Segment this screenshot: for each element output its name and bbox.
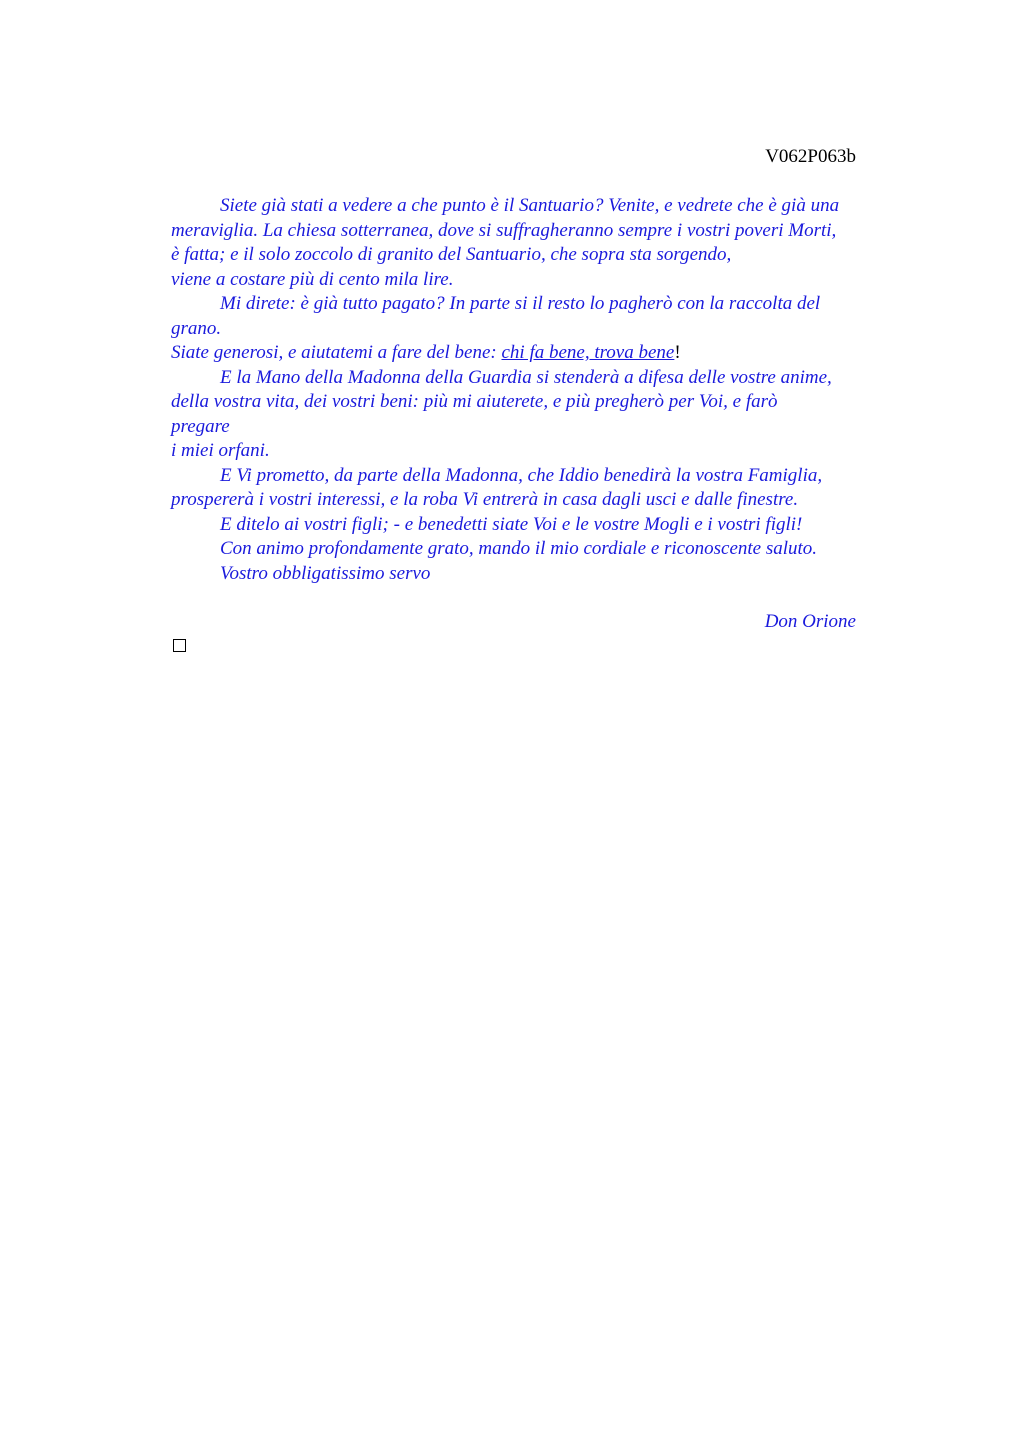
- underlined-phrase: chi fa bene, trova bene: [501, 342, 675, 363]
- body-text-segment: Siate generosi, e aiutatemi a fare del bene:: [171, 342, 502, 363]
- body-line: è fatta; e il solo zoccolo di granito del Santuario, che sopra sta sorgendo,: [171, 244, 732, 265]
- body-line: Siete già stati a vedere a che punto è il Santuario? Venite, e vedrete che è già una: [220, 195, 840, 216]
- body-line: Mi direte: è già tutto pagato? In parte si il resto lo pagherò con la raccolta del: [220, 293, 821, 314]
- body-line: E ditelo ai vostri figli; - e benedetti siate Voi e le vostre Mogli e i vostri figli!: [220, 513, 803, 535]
- empty-checkbox-glyph: [173, 639, 186, 652]
- body-line: viene a costare più di cento mila lire.: [171, 268, 454, 290]
- exclamation-mark: !: [674, 342, 681, 363]
- body-line: pregare: [171, 415, 230, 437]
- body-line: della vostra vita, dei vostri beni: più mi aiuterete, e più pregherò per Voi, e farò: [171, 391, 778, 412]
- body-line: E la Mano della Madonna della Guardia si stenderà a difesa delle vostre anime,: [220, 366, 832, 388]
- signature: Don Orione: [764, 611, 856, 632]
- body-line: meraviglia. La chiesa sotterranea, dove si suffragheranno sempre i vostri poveri Morti,: [171, 219, 837, 241]
- body-line: i miei orfani.: [171, 440, 270, 461]
- body-line: Con animo profondamente grato, mando il mio cordiale e riconoscente saluto.: [220, 538, 818, 559]
- body-line: E Vi prometto, da parte della Madonna, che Iddio benedirà la vostra Famiglia,: [220, 464, 823, 486]
- letter-body: [171, 194, 901, 586]
- closing-line: Vostro obbligatissimo servo: [220, 562, 431, 584]
- body-line: prospererà i vostri interessi, e la roba Vi entrerà in casa dagli usci e dalle finestre.: [171, 489, 799, 510]
- body-line: grano.: [171, 317, 222, 339]
- document-reference-code: V062P063b: [765, 146, 856, 167]
- body-line-with-underline: [171, 341, 901, 366]
